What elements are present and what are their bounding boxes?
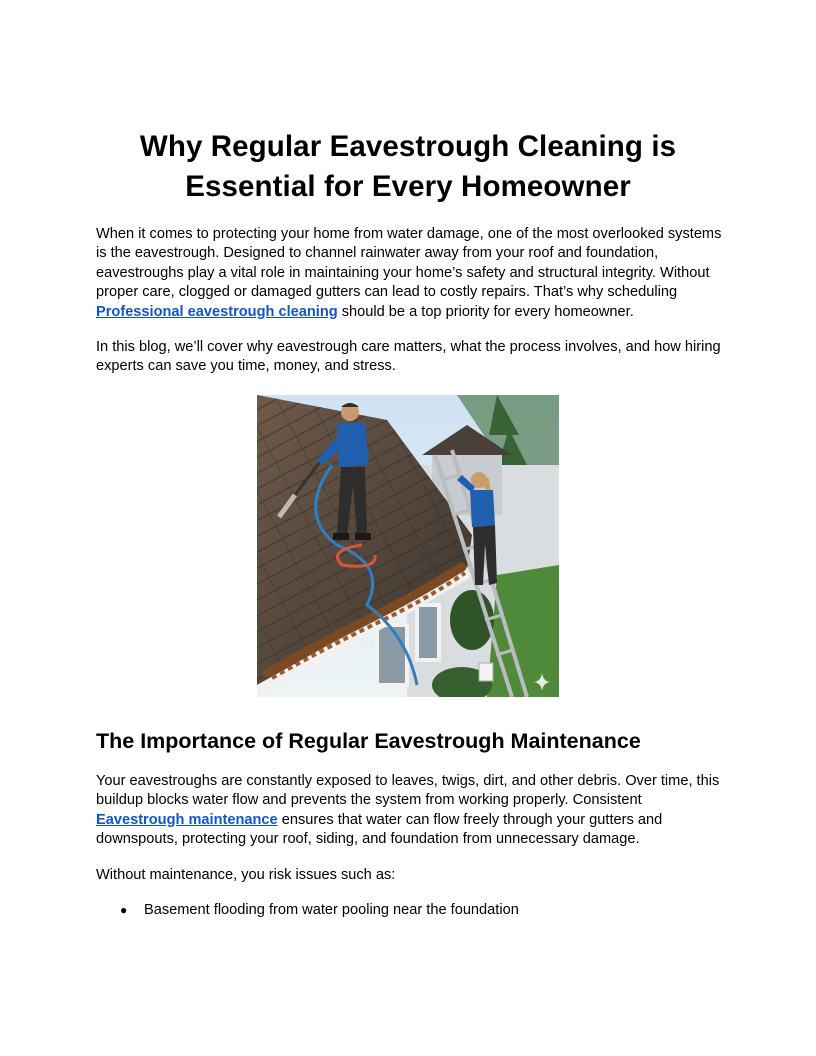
maintenance-text-after-link: ensures that water can flow freely through your gutters and downspouts, protecting your roof, siding, and foundation from unnecessary damage.	[96, 811, 663, 848]
intro-text-before-link: When it comes to protecting your home from water damage, one of the most overlooked systems is the eavestrough. Designed to channel rainwater away from your roof and foundation, eavestroughs play a vital role in maintaining your home’s safety and structural integrity. Without proper care, clogged or damaged gutters can lead to costly repairs. That’s why scheduling	[96, 226, 722, 301]
risks-list	[96, 901, 519, 920]
risks-intro: Without maintenance, you risk issues such as:	[96, 867, 396, 883]
eavestrough-cleaning-photo	[257, 395, 559, 697]
list-item-text: Basement flooding from water pooling near the foundation	[144, 902, 519, 918]
section-heading: The Importance of Regular Eavestrough Maintenance	[96, 729, 641, 753]
bullet-icon: ●	[120, 903, 128, 917]
intro-paragraph	[96, 225, 726, 322]
list-item	[96, 901, 519, 920]
blog-intro-paragraph: In this blog, we’ll cover why eavestrough care matters, what the process involves, and how hiring experts can save you time, money, and stress.	[96, 339, 721, 375]
eavestrough-maintenance-link[interactable]: Eavestrough maintenance	[96, 811, 278, 828]
intro-text-after-link: should be a top priority for every homeowner.	[337, 303, 634, 320]
maintenance-paragraph	[96, 772, 726, 850]
page-title: Why Regular Eavestrough Cleaning is Essential for Every Homeowner	[139, 130, 677, 203]
maintenance-text-before-link: Your eavestroughs are constantly exposed to leaves, twigs, dirt, and other debris. Over time, this buildup blocks water flow and prevents the system from working properly. Consistent	[96, 773, 720, 809]
professional-cleaning-link[interactable]: Professional eavestrough cleaning	[96, 303, 338, 320]
